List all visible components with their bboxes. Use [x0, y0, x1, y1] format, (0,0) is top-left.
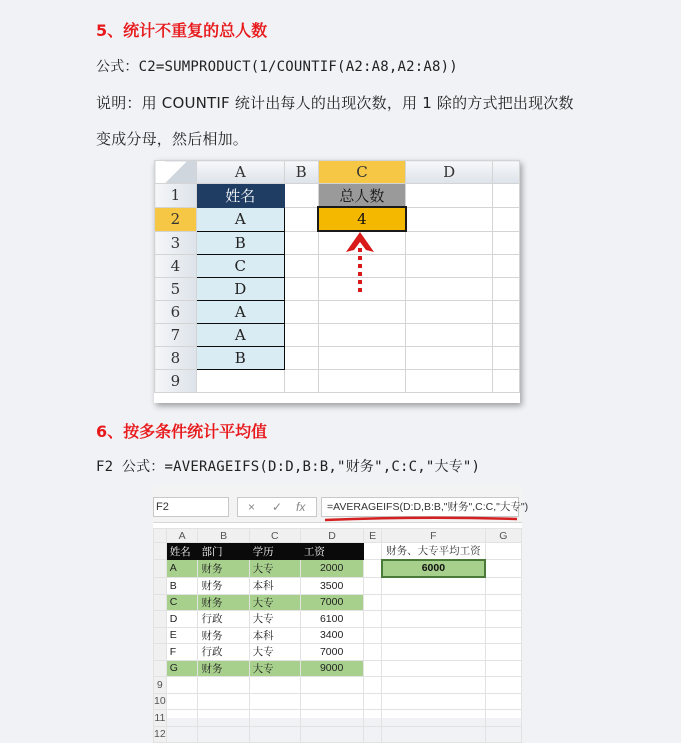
record-dept[interactable]: 财务 [198, 627, 249, 644]
cell[interactable] [300, 710, 363, 727]
row-header-7[interactable] [154, 644, 167, 661]
record-salary[interactable]: 3400 [300, 627, 363, 644]
row-header-1[interactable] [154, 543, 167, 560]
cell-d1[interactable] [406, 184, 493, 208]
record-edu[interactable]: 大专 [249, 611, 300, 628]
cell[interactable] [382, 627, 486, 644]
record-edu[interactable]: 大专 [249, 594, 300, 611]
formula-bar-row [153, 486, 529, 523]
cell[interactable] [485, 710, 521, 727]
cell[interactable] [166, 710, 198, 727]
arrow-up-icon [340, 230, 380, 296]
column-header-b[interactable]: B [198, 529, 249, 543]
cell[interactable] [364, 710, 382, 727]
sheet2-grid [153, 528, 522, 743]
cell[interactable] [406, 324, 493, 347]
select-all-corner[interactable] [154, 529, 167, 543]
header-name[interactable]: 姓名 [166, 543, 198, 560]
cell[interactable] [406, 231, 493, 255]
record-name[interactable]: B [166, 577, 198, 594]
cell[interactable] [300, 726, 363, 743]
cell[interactable] [406, 347, 493, 370]
row-header-8[interactable] [154, 660, 167, 677]
record-salary[interactable]: 6100 [300, 611, 363, 628]
avg-value-cell[interactable]: 6000 [382, 560, 486, 578]
header-edu[interactable]: 学历 [249, 543, 300, 560]
row-header-1[interactable]: 1 [155, 184, 197, 208]
record-salary[interactable]: 2000 [300, 560, 363, 578]
record-name[interactable]: A [166, 560, 198, 578]
section6-formula: F2 公式：=AVERAGEIFS(D:D,B:B,"财务",C:C,"大专") [96, 459, 481, 475]
name-cell[interactable]: C [196, 255, 284, 278]
cell[interactable] [284, 231, 318, 255]
cell[interactable] [318, 301, 406, 324]
column-header-c[interactable]: C [249, 529, 300, 543]
cell[interactable] [300, 677, 363, 694]
cell[interactable] [485, 644, 521, 661]
cell[interactable] [364, 726, 382, 743]
cell[interactable] [493, 278, 520, 301]
cell[interactable] [382, 660, 486, 677]
record-salary[interactable]: 7000 [300, 594, 363, 611]
row-header-6[interactable] [154, 627, 167, 644]
cell[interactable] [485, 577, 521, 594]
cell-b1[interactable] [284, 184, 318, 208]
row-header-10[interactable]: 10 [154, 693, 167, 710]
record-dept[interactable]: 行政 [198, 611, 249, 628]
row-header-3[interactable] [154, 577, 167, 594]
cell[interactable] [485, 543, 521, 560]
record-salary[interactable]: 9000 [300, 660, 363, 677]
section5-title: 5、统计不重复的总人数 [96, 21, 268, 40]
name-box[interactable]: F2 [153, 497, 229, 517]
cell[interactable] [249, 726, 300, 743]
cancel-icon[interactable]: × [248, 500, 256, 514]
cell[interactable] [364, 560, 382, 578]
name-cell[interactable]: A [196, 301, 284, 324]
cell[interactable] [284, 324, 318, 347]
row-header-4[interactable] [154, 594, 167, 611]
spreadsheet-screenshot-2 [153, 486, 529, 741]
cell-e2[interactable] [493, 207, 520, 231]
count-value-cell[interactable]: 4 [318, 207, 406, 231]
record-dept[interactable]: 财务 [198, 594, 249, 611]
cell[interactable] [382, 594, 486, 611]
cell[interactable] [485, 660, 521, 677]
cell[interactable] [284, 370, 318, 393]
cell[interactable] [406, 255, 493, 278]
row-header-8[interactable]: 8 [155, 347, 197, 370]
section5-explanation-line1: 说明：用 COUNTIF 统计出每人的出现次数，用 1 除的方式把出现次数 [96, 94, 574, 112]
cell[interactable] [364, 577, 382, 594]
column-header-d[interactable]: D [300, 529, 363, 543]
row-header-5[interactable] [154, 611, 167, 628]
cell[interactable] [166, 726, 198, 743]
record-name[interactable]: F [166, 644, 198, 661]
cell[interactable] [318, 370, 406, 393]
sheet1-grid [154, 160, 520, 393]
cell[interactable] [382, 611, 486, 628]
column-header-b[interactable]: B [284, 161, 318, 184]
name-cell[interactable]: A [196, 207, 284, 231]
cell[interactable] [485, 726, 521, 743]
function-icon[interactable]: fx [296, 500, 306, 514]
row-header-4[interactable]: 4 [155, 255, 197, 278]
record-dept[interactable]: 财务 [198, 560, 249, 578]
row-header-9[interactable]: 9 [155, 370, 197, 393]
cell[interactable] [485, 693, 521, 710]
cell[interactable] [364, 677, 382, 694]
column-header-c[interactable]: C [318, 161, 406, 184]
cell[interactable] [198, 693, 249, 710]
cell[interactable] [406, 370, 493, 393]
cell-d2[interactable] [406, 207, 493, 231]
row-header-2[interactable]: 2 [155, 207, 197, 231]
cell[interactable] [249, 693, 300, 710]
cell[interactable] [382, 726, 486, 743]
check-icon[interactable]: ✓ [272, 500, 283, 514]
cell[interactable] [493, 324, 520, 347]
spreadsheet-screenshot-1 [154, 160, 520, 403]
cell[interactable] [493, 301, 520, 324]
cell[interactable] [284, 301, 318, 324]
column-header-a[interactable]: A [166, 529, 198, 543]
row-header-11[interactable]: 11 [154, 710, 167, 727]
record-edu[interactable]: 大专 [249, 560, 300, 578]
row-header-9[interactable]: 9 [154, 677, 167, 694]
column-header-g[interactable]: G [485, 529, 521, 543]
section5-explanation-line2: 变成分母，然后相加。 [96, 130, 249, 148]
count-header-cell[interactable]: 总人数 [318, 184, 406, 208]
cell[interactable] [300, 693, 363, 710]
record-edu[interactable]: 本科 [249, 577, 300, 594]
cell[interactable] [493, 347, 520, 370]
cell[interactable] [198, 726, 249, 743]
cell[interactable] [382, 644, 486, 661]
cell[interactable] [493, 231, 520, 255]
cell[interactable] [406, 301, 493, 324]
cell[interactable] [318, 347, 406, 370]
cell[interactable] [364, 693, 382, 710]
cell[interactable] [382, 710, 486, 727]
record-name[interactable]: E [166, 627, 198, 644]
formula-buttons [237, 497, 317, 517]
cell[interactable] [364, 660, 382, 677]
name-header-cell[interactable]: 姓名 [196, 184, 284, 208]
cell[interactable] [493, 255, 520, 278]
record-name[interactable]: C [166, 594, 198, 611]
cell[interactable] [249, 677, 300, 694]
section5-formula: 公式：C2=SUMPRODUCT(1/COUNTIF(A2:A8,A2:A8)) [96, 59, 458, 75]
cell[interactable] [485, 627, 521, 644]
cell[interactable] [382, 577, 486, 594]
formula-input[interactable]: =AVERAGEIFS(D:D,B:B,"财务",C:C,"大专") [321, 497, 519, 517]
column-header-e[interactable]: E [364, 529, 382, 543]
cell[interactable] [485, 594, 521, 611]
cell[interactable] [198, 677, 249, 694]
header-salary[interactable]: 工资 [300, 543, 363, 560]
select-all-corner[interactable] [155, 161, 197, 184]
cell[interactable] [364, 644, 382, 661]
record-dept[interactable]: 行政 [198, 644, 249, 661]
section6-title: 6、按多条件统计平均值 [96, 422, 268, 441]
cell[interactable] [485, 677, 521, 694]
row-header-6[interactable]: 6 [155, 301, 197, 324]
cell[interactable] [249, 710, 300, 727]
column-header-e[interactable] [493, 161, 520, 184]
row-header-12[interactable]: 12 [154, 726, 167, 743]
record-dept[interactable]: 财务 [198, 577, 249, 594]
cell[interactable] [485, 560, 521, 578]
column-header-d[interactable]: D [406, 161, 493, 184]
cell[interactable] [198, 710, 249, 727]
cell-b2[interactable] [284, 207, 318, 231]
cell-e1[interactable] [493, 184, 520, 208]
record-name[interactable]: D [166, 611, 198, 628]
name-cell[interactable]: B [196, 231, 284, 255]
cell[interactable] [284, 347, 318, 370]
cell[interactable] [196, 370, 284, 393]
record-edu[interactable]: 本科 [249, 627, 300, 644]
record-edu[interactable]: 大专 [249, 644, 300, 661]
cell[interactable] [493, 370, 520, 393]
cell[interactable] [364, 627, 382, 644]
red-underline [323, 516, 519, 522]
column-header-a[interactable]: A [196, 161, 284, 184]
record-salary[interactable]: 3500 [300, 577, 363, 594]
avg-header-cell[interactable]: 财务、大专平均工资 [382, 543, 486, 560]
record-name[interactable]: G [166, 660, 198, 677]
record-dept[interactable]: 财务 [198, 660, 249, 677]
cell[interactable] [318, 324, 406, 347]
column-header-f[interactable]: F [382, 529, 486, 543]
cell[interactable] [364, 611, 382, 628]
cell[interactable] [284, 255, 318, 278]
cell[interactable] [364, 543, 382, 560]
name-cell[interactable]: B [196, 347, 284, 370]
cell[interactable] [382, 677, 486, 694]
row-header-7[interactable]: 7 [155, 324, 197, 347]
cell[interactable] [166, 693, 198, 710]
row-header-3[interactable]: 3 [155, 231, 197, 255]
cell[interactable] [406, 278, 493, 301]
record-salary[interactable]: 7000 [300, 644, 363, 661]
cell[interactable] [364, 594, 382, 611]
name-cell[interactable]: A [196, 324, 284, 347]
cell[interactable] [166, 677, 198, 694]
cell[interactable] [485, 611, 521, 628]
record-edu[interactable]: 大专 [249, 660, 300, 677]
row-header-2[interactable] [154, 560, 167, 578]
cell[interactable] [284, 278, 318, 301]
cell[interactable] [382, 693, 486, 710]
name-cell[interactable]: D [196, 278, 284, 301]
header-dept[interactable]: 部门 [198, 543, 249, 560]
row-header-5[interactable]: 5 [155, 278, 197, 301]
